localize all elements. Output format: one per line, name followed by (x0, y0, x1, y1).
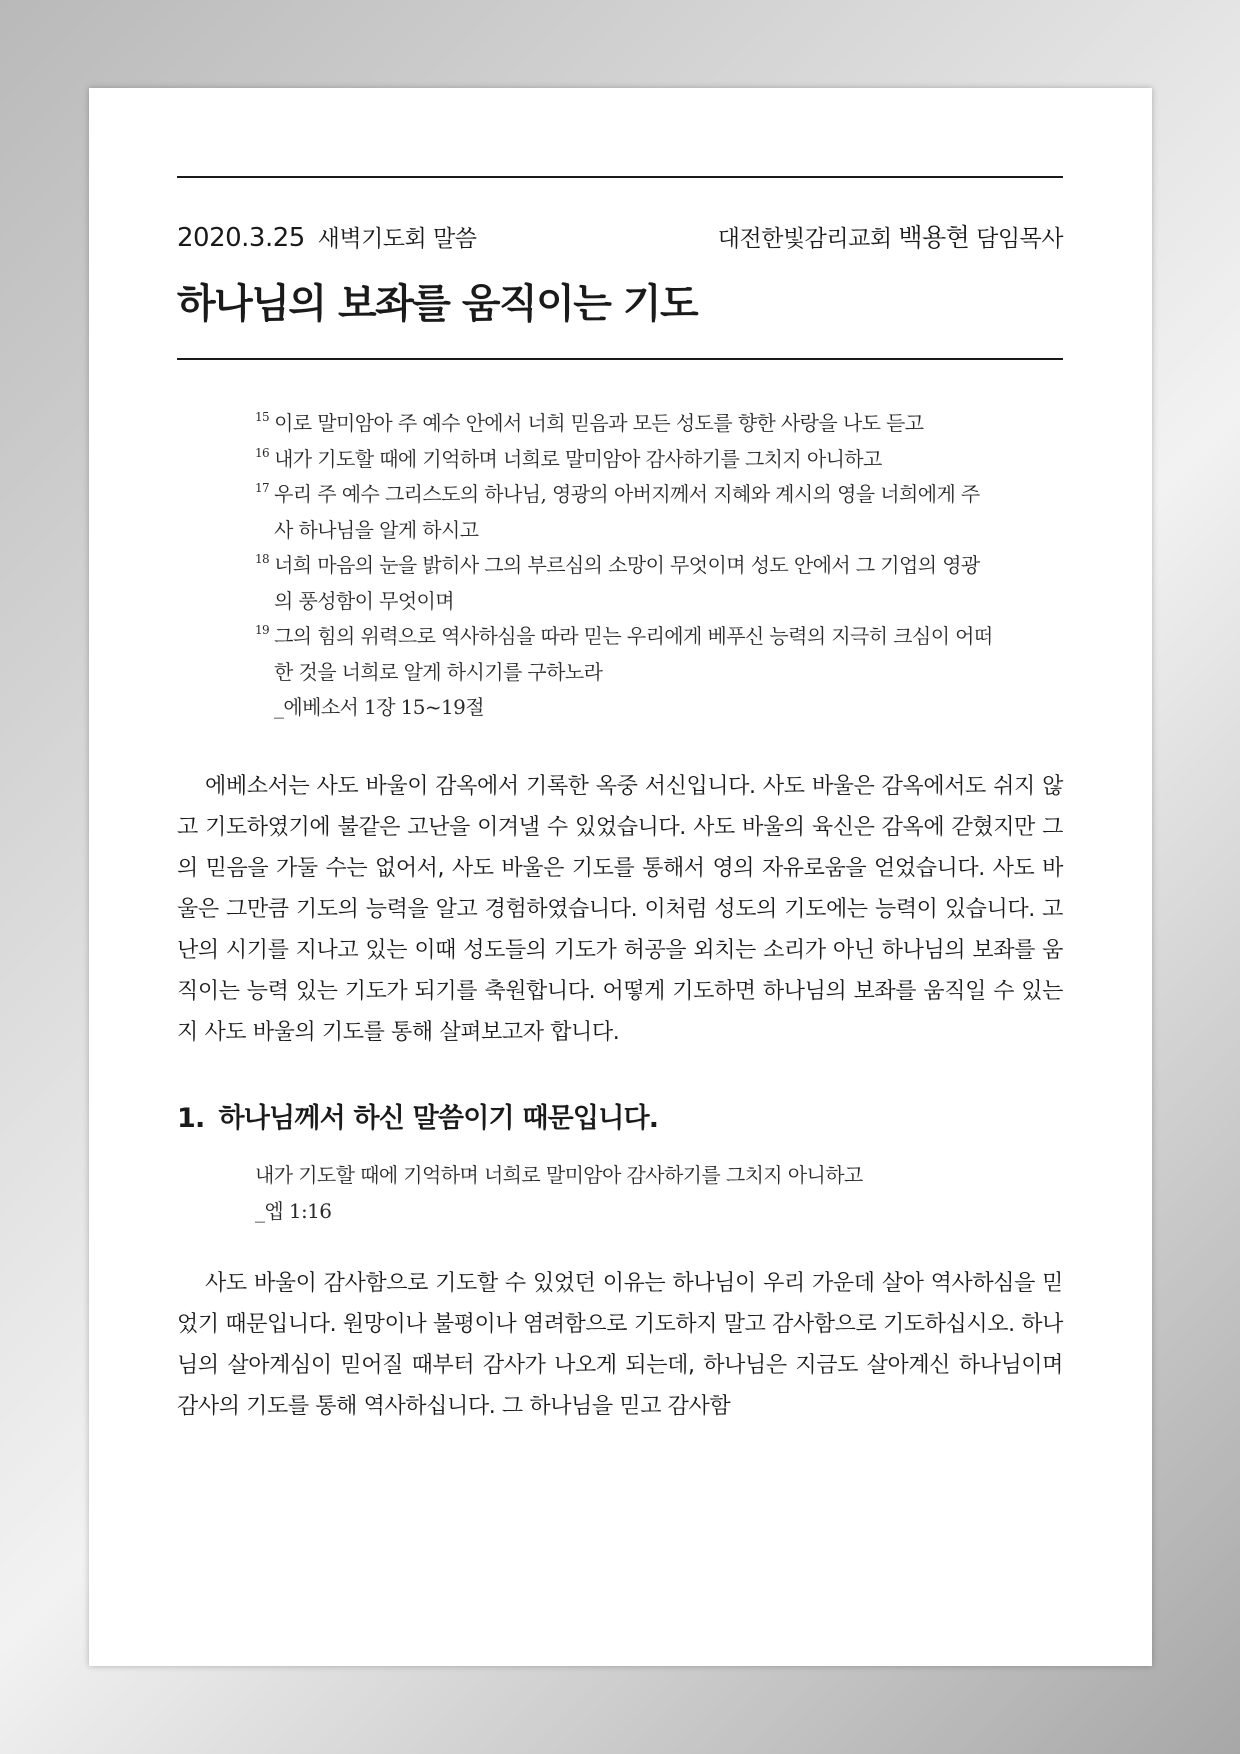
verse-text: 이로 말미암아 주 예수 안에서 너희 믿음과 모든 성도를 향한 사랑을 나도 듣고 (274, 411, 924, 435)
preacher-line (718, 218, 1063, 254)
verse-text: 너희 마음의 눈을 밝히사 그의 부르심의 소망이 무엇이며 성도 안에서 그 기업의 영광의 풍성함이 무엇이며 (274, 553, 980, 613)
verse-number: 19 (255, 623, 270, 637)
section-paragraph: 사도 바울이 감사함으로 기도할 수 있었던 이유는 하나님이 우리 가운데 살아 역사하심을 믿었기 때문입니다. 원망이나 불평이나 염려함으로 기도하지 말고 감사함으로 기도하십시오. 하나님의 살아계심이 믿어질 때부터 감사가 나오게 되는데, 하나님은 지금도 살아계신 하나님이며 감사의 기도를 통해 역사하십니다. 그 하나님을 믿고 감사함 (177, 1270, 1063, 1419)
verse (255, 548, 995, 619)
section-heading (177, 1099, 1063, 1139)
sermon-meta (177, 218, 1063, 254)
top-rule (177, 176, 1063, 178)
verse-number: 17 (255, 481, 270, 495)
verse (255, 619, 995, 690)
scripture-reference: _에베소서 1장 15~19절 (274, 695, 485, 719)
quote-text: 내가 기도할 때에 기억하며 너희로 말미암아 감사하기를 그치지 아니하고 (255, 1162, 863, 1187)
verse-text: 내가 기도할 때에 기억하며 너희로 말미암아 감사하기를 그치지 아니하고 (274, 446, 882, 471)
sermon-date: 2020.3.25 (177, 223, 305, 253)
church-name: 대전한빛감리교회 (717, 226, 892, 252)
page-content (177, 176, 1063, 1449)
quote-reference: _엡 1:16 (255, 1198, 332, 1223)
pastor-name: 백용현 (898, 223, 970, 252)
sermon-title: 하나님의 보좌를 움직이는 기도 (177, 281, 698, 327)
section-quote (255, 1157, 1063, 1229)
service-name: 새벽기도회 말씀 (317, 226, 477, 252)
intro-paragraph: 에베소서는 사도 바울이 감옥에서 기록한 옥중 서신입니다. 사도 바울은 감옥에서도 쉬지 않고 기도하였기에 불같은 고난을 이겨낼 수 있었습니다. 사도 바울의 육신은 감옥에 갇혔지만 그의 믿음을 가둘 수는 없어서, 사도 바울은 기도를 통해서 영의 자유로움을 얻었습니다. 사도 바울은 그만큼 기도의 능력을 알고 경험하였습니다. 이처럼 성도의 기도에는 능력이 있습니다. 고난의 시기를 지나고 있는 이때 성도들의 기도가 허공을 외치는 소리가 아닌 하나님의 보좌를 움직이는 능력 있는 기도가 되기를 축원합니다. 어떻게 기도하면 하나님의 보좌를 움직일 수 있는지 사도 바울의 기도를 통해 살펴보고자 합니다. (177, 773, 1063, 1045)
scripture-passage (255, 406, 995, 726)
section-heading-text: 하나님께서 하신 말씀이기 때문입니다. (218, 1102, 659, 1134)
verse (255, 442, 995, 478)
pastor-title: 담임목사 (976, 226, 1063, 252)
section-number: 1. (177, 1102, 205, 1134)
verse-number: 18 (255, 552, 270, 566)
verse-text: 그의 힘의 위력으로 역사하심을 따라 믿는 우리에게 베푸신 능력의 지극히 크심이 어떠한 것을 너희로 알게 하시기를 구하노라 (274, 624, 993, 684)
document-page (89, 88, 1152, 1666)
verse-number: 15 (255, 410, 270, 424)
sermon-date-line (177, 220, 476, 253)
verse-text: 우리 주 예수 그리스도의 하나님, 영광의 아버지께서 지혜와 계시의 영을 너희에게 주사 하나님을 알게 하시고 (274, 482, 980, 542)
title-rule (177, 358, 1063, 360)
verse (255, 406, 995, 442)
verse (255, 477, 995, 548)
verse-number: 16 (255, 445, 270, 460)
